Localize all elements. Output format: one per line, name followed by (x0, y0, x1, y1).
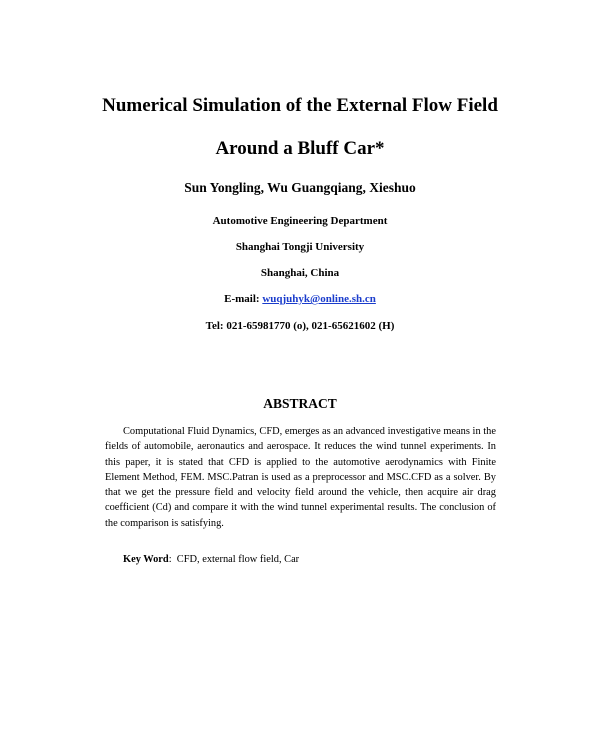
paper-title-line-1: Numerical Simulation of the External Flow Field (102, 95, 498, 116)
abstract-heading: ABSTRACT (263, 396, 337, 411)
author-list: Sun Yongling, Wu Guangqiang, Xieshuo (184, 180, 416, 195)
keywords-separator: : (168, 554, 172, 565)
keywords-line (123, 554, 299, 565)
telephone-line: Tel: 021-65981770 (o), 021-65621602 (H) (205, 320, 395, 332)
email-line (0, 293, 600, 305)
email-link[interactable]: wuqjuhyk@online.sh.cn (262, 293, 376, 305)
keywords-label: Key Word (123, 554, 169, 565)
abstract-body: Computational Fluid Dynamics, CFD, emerges as an advanced investigative means in the fields of automobile, aeronautics and aerospace. It reduces the wind tunnel experiments. In this paper, it is stated that CFD is applied to the automotive aerodynamics with Finite Element Method, FEM. MSC.Patran is used as a preprocessor and MSC.CFD as a solver. By that we get the pressure field and velocity field around the vehicle, then acquire air drag coefficient (Cd) and compare it with the wind tunnel experimental results. The conclusion of the comparison is satisfying. (105, 426, 496, 529)
affiliation-location: Shanghai, China (260, 267, 340, 279)
paper-title-line-2: Around a Bluff Car* (215, 138, 385, 159)
keywords-value: CFD, external flow field, Car (176, 554, 300, 565)
email-label: E-mail: (224, 293, 260, 305)
affiliation-university: Shanghai Tongji University (235, 241, 365, 253)
affiliation-department: Automotive Engineering Department (212, 215, 388, 227)
